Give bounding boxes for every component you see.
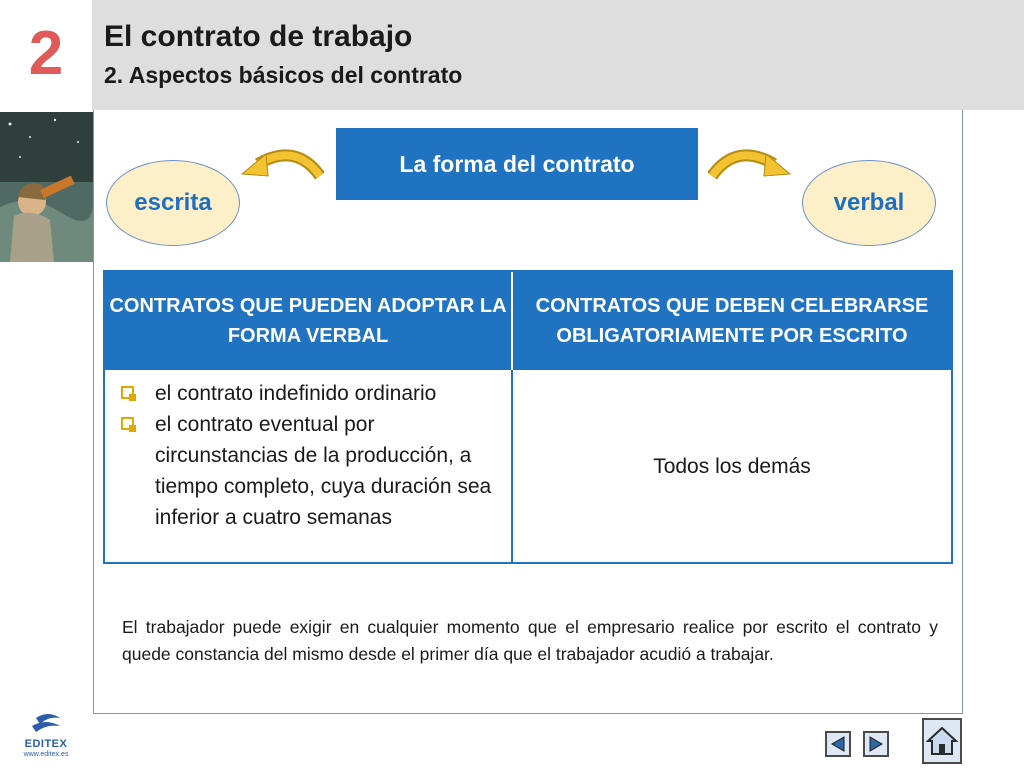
editex-logo-url: www.editex.es — [23, 751, 69, 758]
curved-arrow-left-icon — [236, 148, 324, 182]
list-item-text: el contrato eventual por circunstancias de la producción, a tiempo completo, cuya duración sea inferior a cuatro semanas — [155, 413, 492, 529]
page-subtitle: 2. Aspectos básicos del contrato — [104, 62, 463, 88]
chapter-number: 2 — [28, 19, 64, 88]
checkbox-bullet-icon — [121, 386, 134, 399]
page-title: El contrato de trabajo — [104, 20, 413, 53]
previous-button[interactable] — [825, 731, 851, 757]
contract-form-box: La forma del contrato — [336, 128, 698, 200]
side-illustration — [0, 112, 93, 262]
list-item — [117, 409, 497, 533]
option-written-ellipse: escrita — [106, 160, 240, 246]
table-header-verbal: CONTRATOS QUE PUEDEN ADOPTAR LA FORMA VERBAL — [105, 272, 511, 370]
option-verbal-ellipse: verbal — [802, 160, 936, 246]
home-icon — [926, 725, 958, 757]
list-item-text: el contrato indefinido ordinario — [155, 382, 437, 405]
list-item — [117, 378, 497, 409]
table-header-written: CONTRATOS QUE DEBEN CELEBRARSE OBLIGATORIAMENTE POR ESCRITO — [511, 272, 951, 370]
note-paragraph: El trabajador puede exigir en cualquier momento que el empresario realice por escrito el contrato y quede constancia del mismo desde el primer día que el trabajador acudió a trabajar. — [122, 617, 938, 664]
next-icon — [867, 735, 885, 753]
checkbox-bullet-icon — [121, 417, 134, 430]
curved-arrow-right-icon — [708, 148, 796, 182]
contracts-table — [103, 270, 953, 564]
editex-logo-text: EDITEX — [24, 738, 68, 750]
next-button[interactable] — [863, 731, 889, 757]
home-button[interactable] — [922, 718, 962, 764]
verbal-contracts-list — [117, 378, 497, 533]
previous-icon — [829, 735, 847, 753]
written-contracts-text: Todos los demás — [653, 455, 811, 478]
header-bar — [92, 0, 1024, 110]
